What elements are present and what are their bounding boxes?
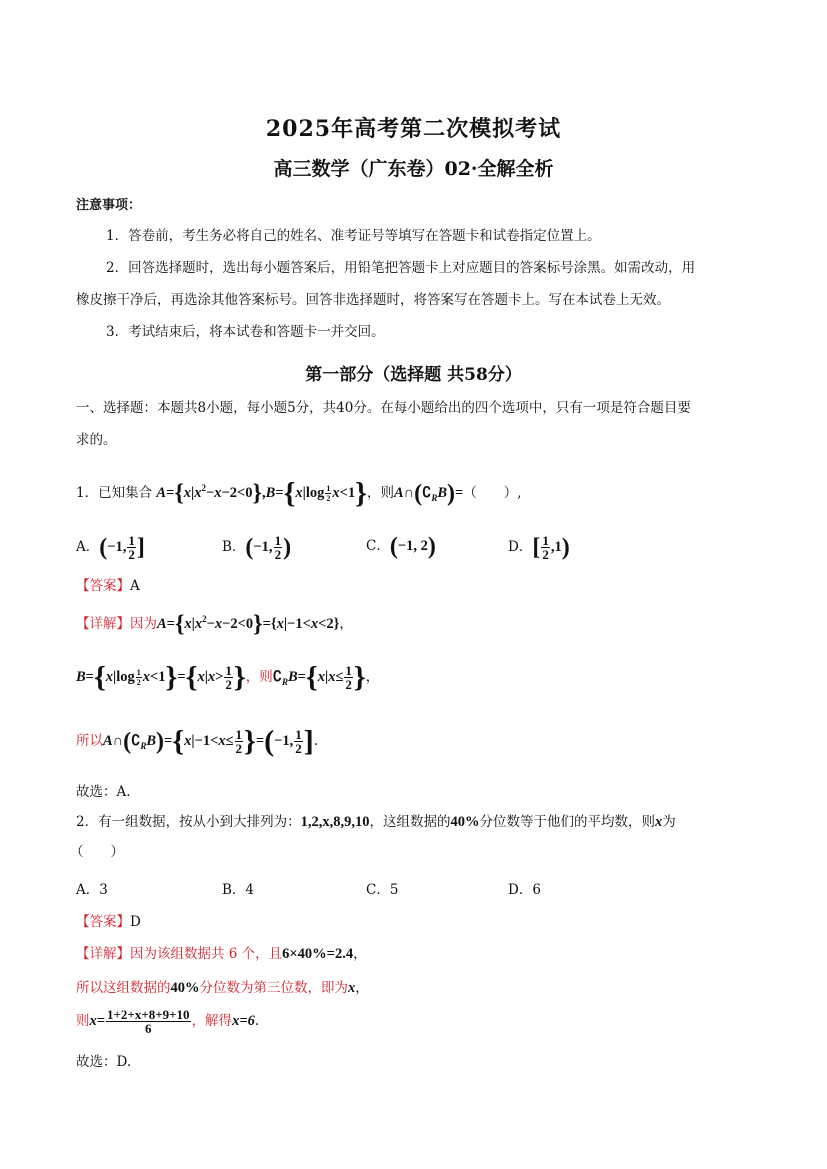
q2-option-a-value: 3 bbox=[99, 882, 108, 898]
q2-choose-prefix: 故选： bbox=[76, 1054, 117, 1070]
q2-pct: 40% bbox=[450, 814, 480, 830]
q2-detail-3b: ，解得 bbox=[191, 1013, 233, 1029]
notice-heading: 注意事项： bbox=[76, 198, 142, 213]
q1-option-c: C．(−1, 2) bbox=[366, 533, 436, 560]
q2-stem bbox=[76, 812, 676, 832]
part1-title: 第一部分（选择题 共58分） bbox=[305, 365, 522, 385]
q1-stem-prefix: 已知集合 bbox=[98, 485, 153, 501]
q2-data-list: 1,2,x,8,9,10 bbox=[300, 814, 370, 830]
q2-detail-2-pct: 40% bbox=[170, 980, 200, 996]
q2-choose-value: D. bbox=[116, 1054, 132, 1070]
q2-option-c-value: 5 bbox=[389, 882, 399, 898]
q2-option-d bbox=[508, 878, 541, 898]
q2-option-a bbox=[76, 878, 108, 898]
q2-option-a-label: A． bbox=[76, 882, 100, 898]
q1-number: 1． bbox=[76, 485, 99, 501]
q2-number: 2． bbox=[76, 814, 99, 830]
q2-stem-d: 为 bbox=[662, 814, 676, 830]
q2-paren: （ ） bbox=[70, 844, 124, 860]
exam-title: 2025年高考第二次模拟考试 bbox=[265, 116, 562, 142]
q1-stem-then: ，则 bbox=[366, 485, 394, 501]
q1-stem: 1．已知集合 $A=\{x|x^2-x-2<0\},B=\{x|\log$ $\frac{1}{2}$ x<1}，则$A\cap(∁_RB)=$（ ）, bbox=[76, 476, 522, 510]
q1-option-d: D．[ $\frac{1}{2}$ ,1) bbox=[508, 533, 570, 562]
q1-option-a-label: A． bbox=[76, 539, 100, 555]
q1-choose bbox=[76, 780, 131, 800]
q2-stem-a: 有一组数据，按从小到大排列为： bbox=[98, 814, 301, 830]
q1-detail-1: 【详解】因为$A=\{x|x^2-x-2<0\}=\{x|-1<x<2\}$， bbox=[76, 611, 353, 638]
q1-detail-label: 【详解】 bbox=[76, 616, 130, 632]
q2-option-b-label: B． bbox=[222, 882, 246, 898]
q1-set-a: $A=\{x|x^2-x-2<0\},B=\{x|\log$ $\frac{1}{2}$ x<1} bbox=[156, 476, 367, 510]
q2-detail-2c: ， bbox=[355, 980, 369, 996]
q2-option-d-value: 6 bbox=[532, 882, 541, 898]
q1-detail-so: 所以 bbox=[76, 733, 103, 749]
q2-answer-label: 【答案】 bbox=[76, 914, 130, 930]
q1-detail-because: 因为 bbox=[130, 616, 157, 632]
q1-answer bbox=[76, 574, 140, 594]
q1-detail-2: B={x|log $\frac{1}{2}$ x<1}={x|x> $\frac{1}{2}$ }，则$∁_RB=\{x|x\le$ $\frac{1}{2}$ }， bbox=[76, 660, 380, 694]
q2-detail-3-lhs: x= bbox=[89, 1013, 106, 1029]
q2-frac-numerator: 1+2+x+8+9+10 bbox=[107, 1007, 190, 1022]
notice-item-1: 1．答卷前，考生务必将自己的姓名、准考证号等填写在答题卡和试卷指定位置上。 bbox=[106, 228, 601, 244]
q1-option-b: B．(−1, $\frac{1}{2}$ ) bbox=[222, 533, 292, 562]
q2-detail-3-frac bbox=[106, 1008, 191, 1035]
q2-frac-denominator: 6 bbox=[145, 1021, 152, 1036]
q1-choose-prefix: 故选： bbox=[76, 784, 117, 800]
q2-detail-3a: 则 bbox=[76, 1013, 90, 1029]
part1-instructions: 一、选择题：本题共8小题，每小题5分，共40分。在每小题给出的四个选项中，只有一项是符合题目要 bbox=[76, 400, 691, 416]
q2-var: x bbox=[654, 814, 663, 830]
q1-option-c-label: C． bbox=[366, 538, 390, 554]
q2-detail-1-expr: 6×40%=2.4 bbox=[282, 946, 354, 962]
q2-detail-2b: 分位数为第三位数，即为 bbox=[199, 980, 348, 996]
q1-blank: （ ） bbox=[463, 485, 518, 501]
q1-option-a: A．(−1, $\frac{1}{2}$ ] bbox=[76, 533, 145, 562]
q2-choose bbox=[76, 1050, 131, 1070]
q1-answer-value: A bbox=[130, 578, 140, 594]
q2-answer bbox=[76, 910, 141, 930]
q1-detail-then: ，则 bbox=[245, 669, 273, 685]
q1-choose-value: A. bbox=[116, 784, 131, 800]
q2-detail-1a: 因为该组数据共 6 个，且 bbox=[130, 946, 283, 962]
q2-detail-1b: ， bbox=[353, 946, 367, 962]
q2-detail-1 bbox=[76, 942, 367, 963]
q2-detail-2 bbox=[76, 976, 369, 997]
exam-subtitle: 高三数学（广东卷）02·全解全析 bbox=[273, 158, 554, 180]
q2-detail-3 bbox=[76, 1008, 259, 1035]
notice-item-2: 2．回答选择题时，选出每小题答案后，用铅笔把答题卡上对应题目的答案标号涂黑。如需改动，用 bbox=[106, 260, 696, 276]
q1-answer-label: 【答案】 bbox=[76, 578, 130, 594]
q1-detail-3: 所以$A\cap(∁_RB)=\{x|-1<x\le$ $\frac{1}{2}$ }=(−1, $\frac{1}{2}$ ]. bbox=[76, 724, 319, 758]
notice-item-3: 3．考试结束后，将本试卷和答题卡一并交回。 bbox=[106, 324, 385, 340]
notice-item-2-cont: 橡皮擦干净后，再选涂其他答案标号。回答非选择题时，将答案写在答题卡上。写在本试卷上无效。 bbox=[76, 292, 670, 308]
q2-option-d-label: D． bbox=[508, 882, 533, 898]
q1-expression: $A\cap(∁_RB)=$ bbox=[393, 480, 464, 507]
q2-detail-2a: 所以这组数据的 bbox=[76, 980, 171, 996]
q2-detail-label: 【详解】 bbox=[76, 946, 130, 962]
q2-answer-value: D bbox=[130, 914, 141, 930]
q1-option-d-label: D． bbox=[508, 539, 533, 555]
q1-option-b-label: B． bbox=[222, 539, 246, 555]
q2-detail-3-res: x=6 bbox=[232, 1013, 255, 1029]
q2-option-c-label: C． bbox=[366, 882, 390, 898]
part1-instructions-cont: 求的。 bbox=[76, 432, 117, 448]
q2-option-b bbox=[222, 878, 254, 898]
q2-detail-2-var: x bbox=[348, 980, 356, 996]
q2-option-b-value: 4 bbox=[245, 882, 255, 898]
q2-option-c bbox=[366, 878, 398, 898]
q2-stem-b: ，这组数据的 bbox=[369, 814, 451, 830]
q2-detail-3c: . bbox=[254, 1013, 260, 1029]
q2-stem-c: 分位数等于他们的平均数，则 bbox=[479, 814, 655, 830]
